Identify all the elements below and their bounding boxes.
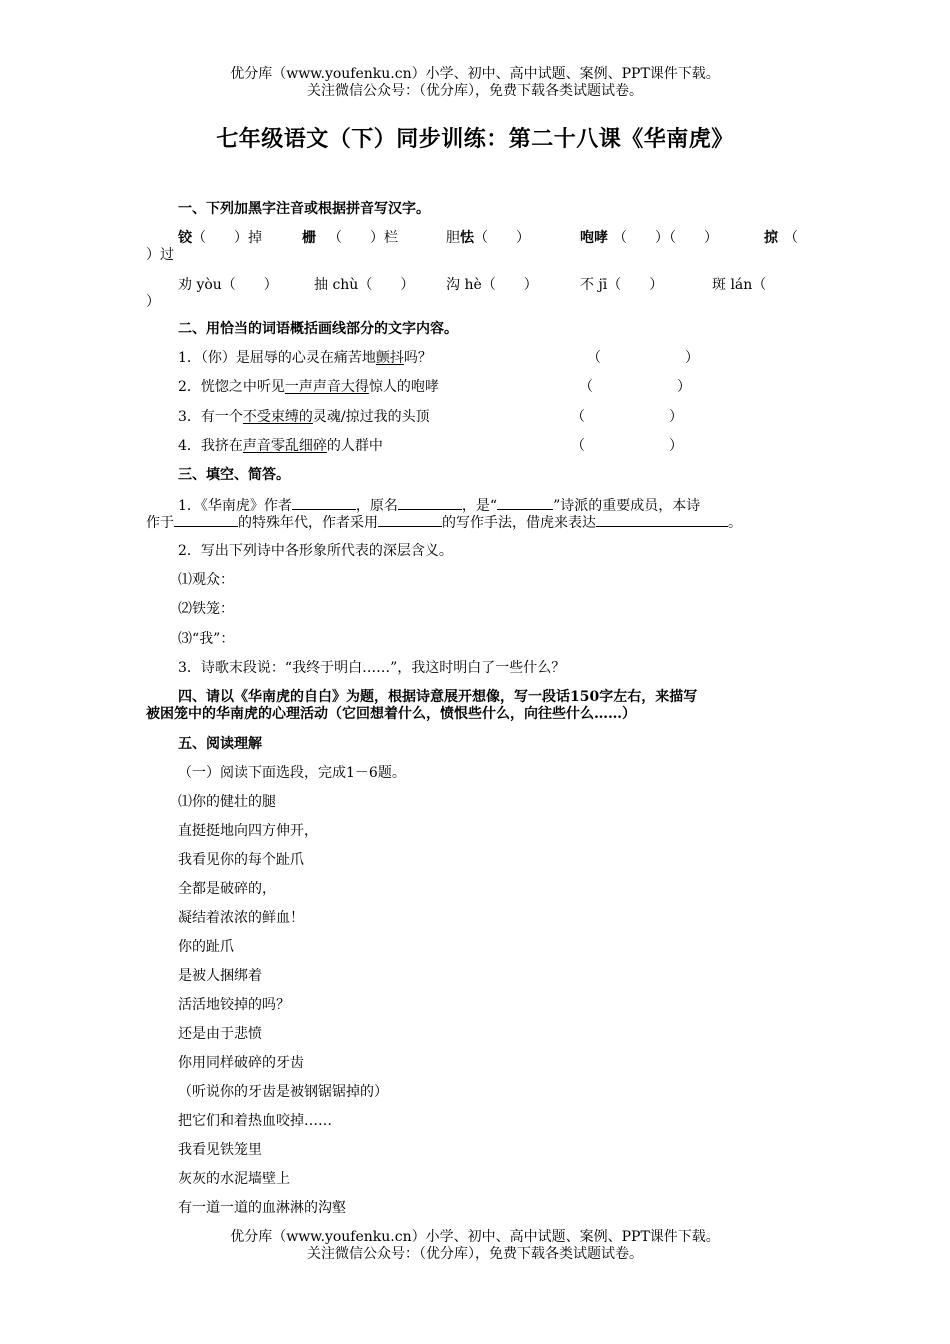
s3-q1-text-a: 1．《华南虎》作者 bbox=[178, 498, 292, 514]
poem-line: ⑴你的健壮的腿 bbox=[178, 794, 276, 810]
poem-line: 我看见你的每个趾爪 bbox=[178, 852, 304, 868]
page-header bbox=[0, 66, 950, 100]
s3-q3: 3．诗歌末段说：“我终于明白……”，我这时明白了一些什么？ bbox=[178, 660, 566, 676]
poem-line: 把它们和着热血咬掉…… bbox=[178, 1113, 332, 1129]
s2-item-1-pre: 1．（你）是屈辱的心灵在痛苦地 bbox=[178, 350, 376, 366]
s3-blank-era[interactable] bbox=[174, 512, 238, 527]
poem-line: 全都是破碎的， bbox=[178, 881, 276, 897]
poem-line: 我看见铁笼里 bbox=[178, 1142, 262, 1158]
s3-q1-text-d: ”诗派的重要成员，本诗 bbox=[553, 498, 701, 514]
s2-item-2 bbox=[178, 378, 439, 396]
s3-q2-item-1: ⑴观众： bbox=[178, 572, 234, 588]
s1-pinyin-3: 沟 hè（ ） bbox=[446, 277, 538, 293]
s1-text-3: （ ） bbox=[474, 230, 530, 246]
s2-item-1-underlined: 颤抖 bbox=[375, 350, 404, 366]
s3-q1-text-b: ，原名 bbox=[355, 498, 398, 514]
footer-line-1: 优分库（www.youfenku.cn）小学、初中、高中试题、案例、PPT课件下载。 bbox=[230, 1229, 720, 1245]
s2-item-3-pre: 3．有一个 bbox=[178, 409, 243, 425]
poem-line: 直挺挺地向四方伸开， bbox=[178, 823, 318, 839]
section-5-heading: 五、阅读理解 bbox=[178, 736, 262, 752]
poem-line: 活活地铰掉的吗？ bbox=[178, 997, 290, 1013]
s2-item-1-post: 吗？ bbox=[403, 350, 432, 366]
s1-word-3 bbox=[446, 229, 530, 247]
section-3-heading: 三、填空、简答。 bbox=[178, 467, 290, 483]
section-2-heading: 二、用恰当的词语概括画线部分的文字内容。 bbox=[178, 321, 458, 337]
poem-line: 凝结着浓浓的鲜血！ bbox=[178, 910, 304, 926]
s3-q1-text-h: 。 bbox=[728, 515, 742, 531]
s1-pinyin-5: 斑 lán（ bbox=[712, 277, 767, 293]
section-1-heading: 一、下列加黑字注音或根据拼音写汉字。 bbox=[178, 201, 430, 217]
header-line-2: 关注微信公众号：（优分库），免费下载各类试题试卷。 bbox=[307, 83, 643, 99]
s2-item-2-answer: （ ） bbox=[579, 379, 691, 395]
s3-q1-text-f: 的特殊年代，作者采用 bbox=[238, 515, 378, 531]
s3-q2: 2．写出下列诗中各形象所代表的深层含义。 bbox=[178, 543, 453, 559]
s1-char-3a: 胆 bbox=[446, 230, 460, 246]
s1-pinyin-1: 劝 yòu（ ） bbox=[178, 277, 278, 293]
s3-blank-technique[interactable] bbox=[378, 512, 442, 527]
s2-item-1 bbox=[178, 349, 432, 367]
s1-char-3b: 怯 bbox=[460, 230, 474, 246]
poem-line: 你的趾爪 bbox=[178, 939, 234, 955]
s3-blank-express[interactable] bbox=[596, 512, 728, 527]
s3-q1-line2 bbox=[146, 512, 742, 532]
s2-item-4-underlined: 声音零乱细碎 bbox=[242, 438, 327, 454]
section-4-line-2: 被困笼中的华南虎的心理活动（它回想着什么，愤恨些什么，向往些什么……） bbox=[146, 706, 636, 722]
s3-q1-text-c: ，是“ bbox=[461, 498, 498, 514]
s3-q1-text-g: 的写作手法，借虎来表达 bbox=[442, 515, 596, 531]
s2-item-2-pre: 2．恍惚之中听见 bbox=[178, 379, 285, 395]
s1-text-4: （ ）（ ） bbox=[613, 230, 718, 246]
s2-item-4 bbox=[178, 437, 383, 455]
s1-row1 bbox=[178, 229, 262, 247]
s2-item-3 bbox=[178, 408, 430, 426]
poem-line: 有一道一道的血淋淋的沟壑 bbox=[178, 1200, 346, 1216]
s5-intro: （一）阅读下面选段，完成1－6题。 bbox=[178, 765, 406, 781]
s1-pinyin-2: 抽 chù（ ） bbox=[314, 277, 415, 293]
footer-line-2: 关注微信公众号：（优分库），免费下载各类试题试卷。 bbox=[307, 1246, 643, 1262]
s3-q2-item-2: ⑵铁笼： bbox=[178, 601, 234, 617]
s2-item-3-answer: （ ） bbox=[571, 409, 683, 425]
s3-blank-original-name[interactable] bbox=[398, 495, 462, 510]
poem-line: 你用同样破碎的牙齿 bbox=[178, 1055, 304, 1071]
page-title: 七年级语文（下）同步训练：第二十八课《华南虎》 bbox=[216, 126, 734, 152]
s1-char-1: 铰 bbox=[178, 230, 192, 246]
s2-item-4-answer: （ ） bbox=[571, 438, 683, 454]
poem-line: 还是由于悲愤 bbox=[178, 1026, 262, 1042]
s3-blank-author[interactable] bbox=[292, 495, 356, 510]
s2-item-4-pre: 4．我挤在 bbox=[178, 438, 243, 454]
s1-text-5: （ bbox=[784, 230, 798, 246]
s1-char-4: 咆哮 bbox=[580, 230, 608, 246]
s1-row1-tail: ）过 bbox=[146, 247, 174, 263]
poem-line: （听说你的牙齿是被钢锯锯掉的） bbox=[178, 1084, 388, 1100]
s3-blank-school[interactable] bbox=[497, 495, 553, 510]
s3-q1-text-e: 作于 bbox=[146, 515, 174, 531]
s2-item-2-post: 惊人的咆哮 bbox=[368, 379, 439, 395]
s2-item-1-answer: （ ） bbox=[587, 350, 699, 366]
s1-pinyin-4: 不 jī（ ） bbox=[580, 277, 664, 293]
s1-char-5: 掠 bbox=[764, 230, 778, 246]
s3-q2-item-3: ⑶“我”： bbox=[178, 631, 235, 647]
page-footer bbox=[0, 1229, 950, 1263]
s1-text-2: （ ）栏 bbox=[328, 230, 398, 246]
s1-char-2: 栅 bbox=[302, 230, 316, 246]
s1-text-1: （ ）掉 bbox=[192, 230, 262, 246]
section-4-line-1: 四、请以《华南虎的自白》为题，根据诗意展开想像，写一段话150字左右，来描写 bbox=[178, 689, 698, 705]
s1-row2-tail: ） bbox=[146, 294, 160, 310]
s2-item-3-underlined: 不受束缚的 bbox=[242, 409, 313, 425]
poem-line: 灰灰的水泥墙壁上 bbox=[178, 1171, 290, 1187]
s2-item-2-underlined: 一声声音大得 bbox=[284, 379, 369, 395]
s2-item-4-post: 的人群中 bbox=[326, 438, 383, 454]
poem-line: 是被人捆绑着 bbox=[178, 968, 262, 984]
header-line-1: 优分库（www.youfenku.cn）小学、初中、高中试题、案例、PPT课件下载。 bbox=[230, 66, 720, 82]
s2-item-3-post: 灵魂/掠过我的头顶 bbox=[312, 409, 430, 425]
